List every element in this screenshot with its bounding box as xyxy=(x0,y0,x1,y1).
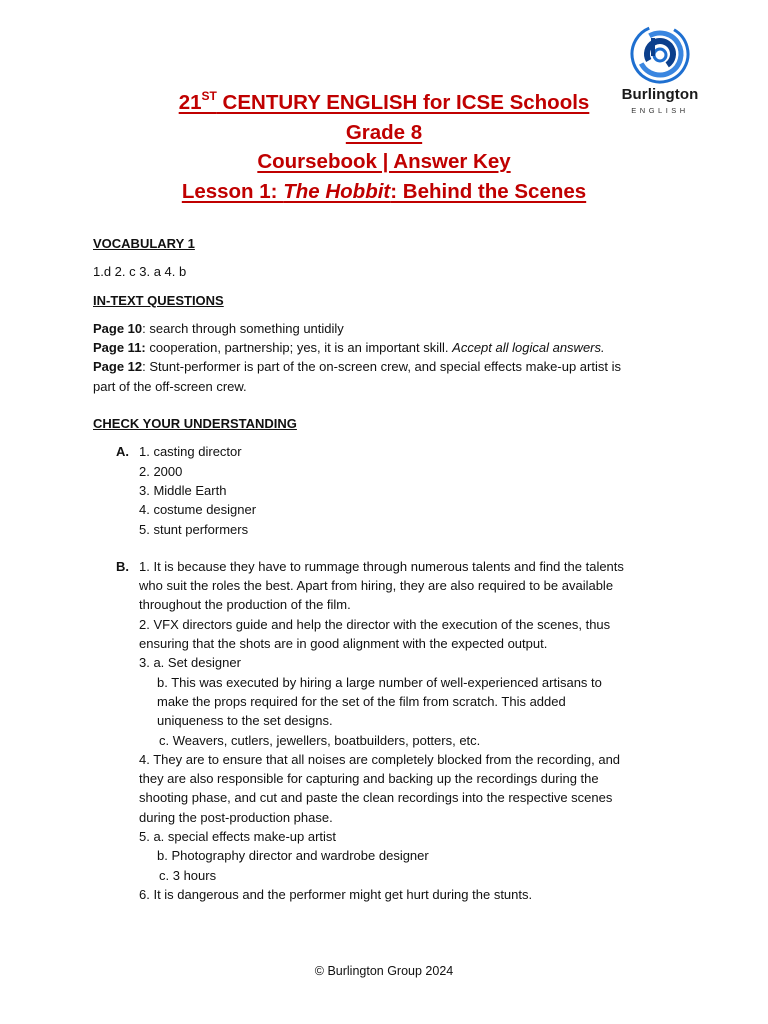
list-item: c. Weavers, cutlers, jewellers, boatbuilders, potters, etc. xyxy=(159,732,481,748)
section-a-label: A. xyxy=(116,444,129,460)
document-title xyxy=(100,88,668,206)
intext-answer-page-10: Page 10: search through something untidily xyxy=(93,320,344,336)
vocabulary-heading: VOCABULARY 1 xyxy=(93,236,195,251)
section-b-list xyxy=(93,557,683,904)
list-item: 5. a. special effects make-up artist xyxy=(139,829,337,845)
burlington-logo-icon xyxy=(630,24,690,84)
list-item: they are also responsible for capturing and backing up the recordings during the xyxy=(139,771,599,787)
copyright-footer: © Burlington Group 2024 xyxy=(314,964,454,978)
list-item: uniqueness to the set designs. xyxy=(157,713,333,729)
list-item: during the post-production phase. xyxy=(139,809,333,825)
logo-name: Burlington xyxy=(621,86,699,103)
list-item: ensuring that the shots are in good alignment with the expected output. xyxy=(139,636,548,652)
list-item: b. Photography director and wardrobe designer xyxy=(157,848,429,864)
list-item: 4. They are to ensure that all noises are completely blocked from the recording, and xyxy=(139,751,621,767)
list-item: 2. VFX directors guide and help the director with the execution of the scenes, thus xyxy=(139,616,611,632)
logo-subtitle: ENGLISH xyxy=(631,106,689,115)
title-line-2: Grade 8 xyxy=(345,120,423,144)
title-line-3: Coursebook | Answer Key xyxy=(257,150,511,173)
answer-key-body xyxy=(93,234,683,904)
list-item: shooting phase, and cut and paste the clean recordings into the respective scenes xyxy=(139,790,613,806)
section-b-label: B. xyxy=(116,558,129,574)
list-item: 1. casting director xyxy=(139,444,242,460)
list-item: 3. Middle Earth xyxy=(139,482,227,498)
intext-answer-page-12: Page 12: Stunt-performer is part of the on-screen crew, and special effects make-up artist is xyxy=(93,359,621,375)
intext-answer-page-11: Page 11: cooperation, partnership; yes, it is an important skill. Accept all logical answers. xyxy=(93,340,605,356)
list-item: c. 3 hours xyxy=(159,867,217,883)
list-item: b. This was executed by hiring a large number of well-experienced artisans to xyxy=(157,674,602,690)
intext-questions-heading: IN-TEXT QUESTIONS xyxy=(93,292,224,308)
list-item: 4. costume designer xyxy=(139,502,257,518)
list-item: make the props required for the set of the film from scratch. This added xyxy=(157,693,566,709)
check-understanding-heading: CHECK YOUR UNDERSTANDING xyxy=(93,416,297,432)
intext-answer-page-12-continued: part of the off-screen crew. xyxy=(93,378,247,394)
list-item: who suit the roles the best. Apart from hiring, they are also required to be available xyxy=(139,578,614,594)
vocabulary-answers: 1.d 2. c 3. a 4. b xyxy=(93,264,187,280)
title-line-4: Lesson 1: The Hobbit: Behind the Scenes xyxy=(181,179,587,203)
list-item: 1. It is because they have to rummage through numerous talents and find the talents xyxy=(139,558,624,574)
list-item: 2. 2000 xyxy=(139,463,183,479)
section-a-list xyxy=(93,442,683,538)
list-item: 5. stunt performers xyxy=(139,521,249,537)
list-item: 6. It is dangerous and the performer might get hurt during the stunts. xyxy=(139,886,533,902)
list-item: 3. a. Set designer xyxy=(139,655,241,671)
title-line-1: 21ST CENTURY ENGLISH for ICSE Schools xyxy=(178,89,590,114)
list-item: throughout the production of the film. xyxy=(139,597,351,613)
